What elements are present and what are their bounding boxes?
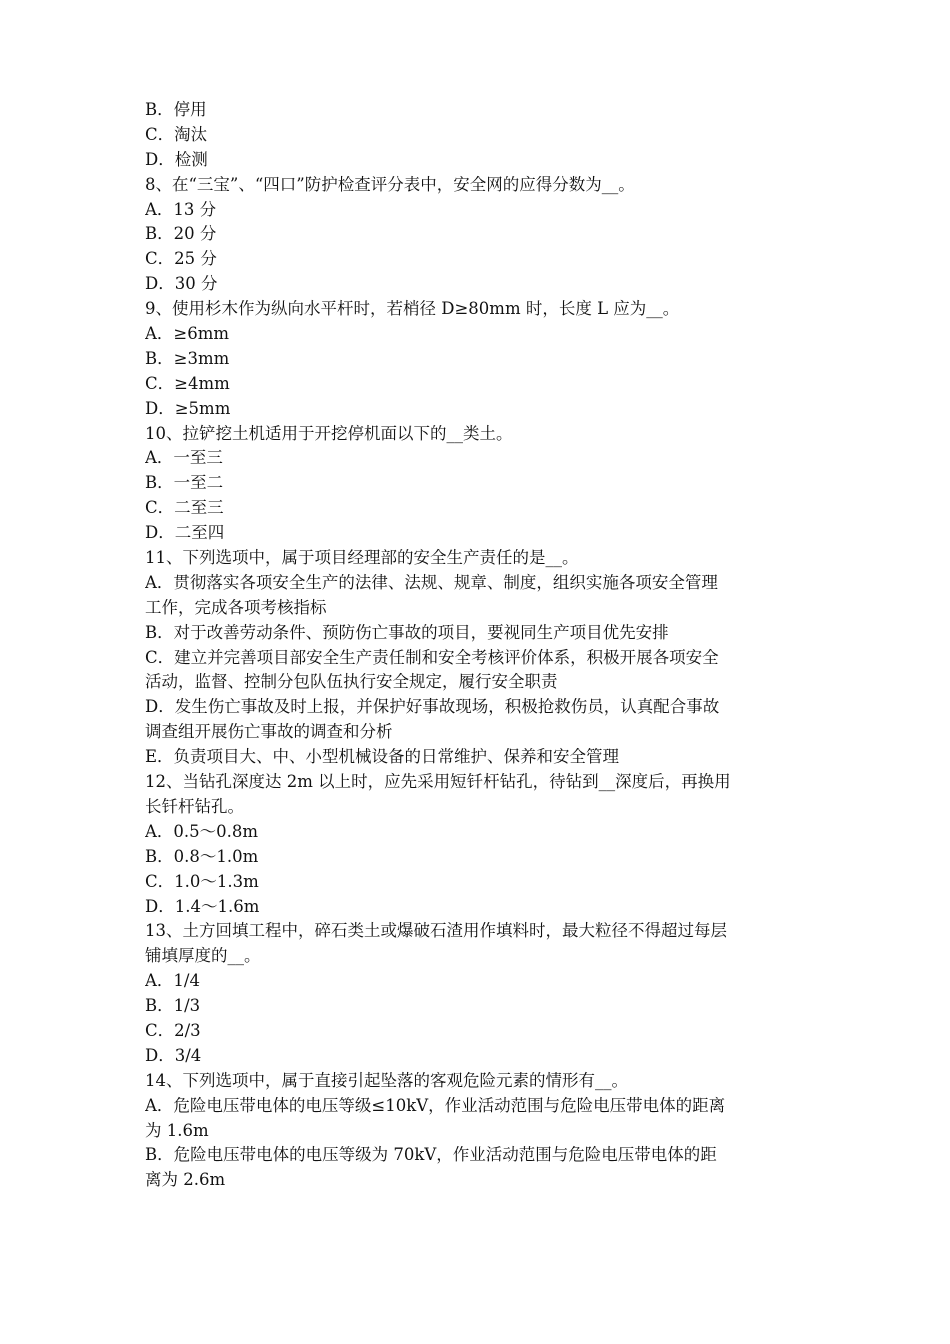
q8-option-d: D．30 分 [145, 274, 218, 294]
question-8: 8、在“三宝”、“四口”防护检查评分表中，安全网的应得分数为__。 [145, 174, 635, 194]
question-9: 9、使用杉木作为纵向水平杆时，若梢径 D≥80mm 时，长度 L 应为__。 [145, 299, 680, 319]
q12-option-d: D．1.4～1.6m [145, 896, 260, 916]
q11-option-a-line2: 工作，完成各项考核指标 [145, 597, 327, 617]
question-text-block [145, 98, 813, 1193]
q9-option-d: D．≥5mm [145, 398, 231, 418]
question-12-line1: 12、当钻孔深度达 2m 以上时，应先采用短钎杆钻孔，待钻到__深度后，再换用 [145, 772, 731, 792]
option-c-line: C．淘汰 [145, 124, 208, 144]
q11-option-d-line2: 调查组开展伤亡事故的调查和分析 [145, 722, 393, 742]
q11-option-b: B．对于改善劳动条件、预防伤亡事故的项目，要视同生产项目优先安排 [145, 622, 669, 642]
question-14: 14、下列选项中，属于直接引起坠落的客观危险元素的情形有__。 [145, 1070, 628, 1090]
q14-option-b-line1: B．危险电压带电体的电压等级为 70kV，作业活动范围与危险电压带电体的距 [145, 1145, 717, 1165]
question-11: 11、下列选项中，属于项目经理部的安全生产责任的是__。 [145, 548, 579, 568]
q9-option-c: C．≥4mm [145, 373, 230, 393]
q11-option-c-line2: 活动，监督、控制分包队伍执行安全规定，履行安全职责 [145, 672, 558, 692]
q13-option-d: D．3/4 [145, 1045, 202, 1065]
q10-option-a: A．一至三 [145, 448, 223, 468]
q11-option-e: E．负责项目大、中、小型机械设备的日常维护、保养和安全管理 [145, 747, 620, 767]
q10-option-c: C．二至三 [145, 498, 224, 518]
option-b-line: B．停用 [145, 100, 207, 119]
question-12-line2: 长钎杆钻孔。 [145, 796, 244, 816]
q11-option-c-line1: C．建立并完善项目部安全生产责任制和安全考核评价体系，积极开展各项安全 [145, 647, 719, 667]
q9-option-b: B．≥3mm [145, 348, 230, 368]
q10-option-d: D．二至四 [145, 523, 225, 543]
q8-option-a: A．13 分 [145, 199, 217, 219]
question-10: 10、拉铲挖土机适用于开挖停机面以下的__类土。 [145, 423, 513, 443]
q12-option-b: B．0.8～1.0m [145, 846, 259, 866]
q10-option-b: B．一至二 [145, 473, 224, 493]
q12-option-a: A．0.5～0.8m [145, 821, 259, 841]
question-13-line1: 13、土方回填工程中，碎石类土或爆破石渣用作填料时，最大粒径不得超过每层 [145, 921, 727, 941]
q14-option-b-line2: 离为 2.6m [145, 1170, 226, 1190]
q8-option-b: B．20 分 [145, 224, 217, 244]
q9-option-a: A．≥6mm [145, 324, 230, 344]
q14-option-a-line2: 为 1.6m [145, 1120, 209, 1140]
q14-option-a-line1: A．危险电压带电体的电压等级≤10kV，作业活动范围与危险电压带电体的距离 [145, 1095, 726, 1115]
question-13-line2: 铺填厚度的__。 [145, 946, 261, 966]
q13-option-c: C．2/3 [145, 1020, 201, 1040]
q12-option-c: C．1.0～1.3m [145, 871, 259, 891]
q13-option-a: A．1/4 [145, 971, 200, 991]
q11-option-d-line1: D．发生伤亡事故及时上报，并保护好事故现场，积极抢救伤员，认真配合事故 [145, 697, 720, 717]
q11-option-a-line1: A．贯彻落实各项安全生产的法律、法规、规章、制度，组织实施各项安全管理 [145, 572, 718, 592]
q8-option-c: C．25 分 [145, 249, 217, 269]
option-d-line: D．检测 [145, 149, 208, 169]
q13-option-b: B．1/3 [145, 996, 201, 1016]
